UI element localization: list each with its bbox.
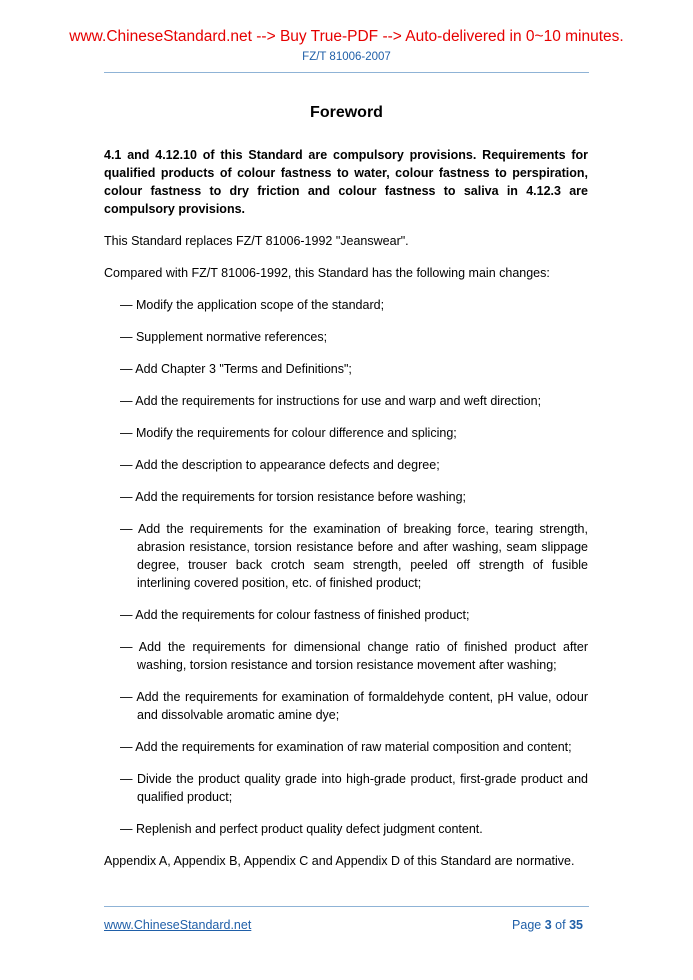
change-item: — Add the requirements for the examination of breaking force, tearing strength, abrasion resistance, torsion resistance before and after washing, seam slippage degree, trouser back crotch seam strength, peeled off strength of fusible interlining covered position, etc. of finished product; <box>120 522 588 590</box>
header-divider <box>104 72 589 73</box>
total-pages-number: 35 <box>569 918 583 932</box>
document-body <box>104 146 588 884</box>
page-of-label: of <box>555 918 566 932</box>
change-item: — Add the requirements for examination of formaldehyde content, pH value, odour and dissolvable aromatic amine dye; <box>120 690 588 722</box>
change-item: — Add the description to appearance defects and degree; <box>120 458 440 472</box>
footer-website-link[interactable]: www.ChineseStandard.net <box>104 918 252 932</box>
change-item: — Replenish and perfect product quality defect judgment content. <box>120 822 483 836</box>
change-item: — Modify the requirements for colour difference and splicing; <box>120 426 457 440</box>
standard-code: FZ/T 81006-2007 <box>302 51 391 63</box>
header-banner[interactable]: www.ChineseStandard.net --> Buy True-PDF --> Auto-delivered in 0~10 minutes. <box>69 28 624 45</box>
footer-divider <box>104 906 589 907</box>
page-label: Page <box>512 918 542 932</box>
replaces-paragraph: This Standard replaces FZ/T 81006-1992 "Jeanswear". <box>104 234 409 248</box>
change-item: — Supplement normative references; <box>120 330 328 344</box>
change-item: — Add the requirements for colour fastness of finished product; <box>120 608 470 622</box>
page-title: Foreword <box>310 104 383 121</box>
change-item: — Add the requirements for torsion resistance before washing; <box>120 490 467 504</box>
compared-paragraph: Compared with FZ/T 81006-1992, this Standard has the following main changes: <box>104 266 550 280</box>
appendix-note: Appendix A, Appendix B, Appendix C and Appendix D of this Standard are normative. <box>104 854 575 868</box>
change-item: — Divide the product quality grade into high-grade product, first-grade product and qualified product; <box>120 772 588 804</box>
page-indicator <box>512 917 583 933</box>
change-item: — Add the requirements for dimensional change ratio of finished product after washing, torsion resistance and torsion resistance movement after washing; <box>120 640 588 672</box>
current-page-number: 3 <box>544 918 552 932</box>
change-item: — Add the requirements for instructions for use and warp and weft direction; <box>120 394 542 408</box>
change-item: — Modify the application scope of the standard; <box>120 298 385 312</box>
change-item: — Add the requirements for examination of raw material composition and content; <box>120 740 572 754</box>
compulsory-provisions-paragraph: 4.1 and 4.12.10 of this Standard are compulsory provisions. Requirements for qualified products of colour fastness to water, colour fastness to perspiration, colour fastness to dry friction and colour fastness to saliva in 4.12.3 are compulsory provisions. <box>104 148 588 216</box>
change-item: — Add Chapter 3 "Terms and Definitions"; <box>120 362 352 376</box>
